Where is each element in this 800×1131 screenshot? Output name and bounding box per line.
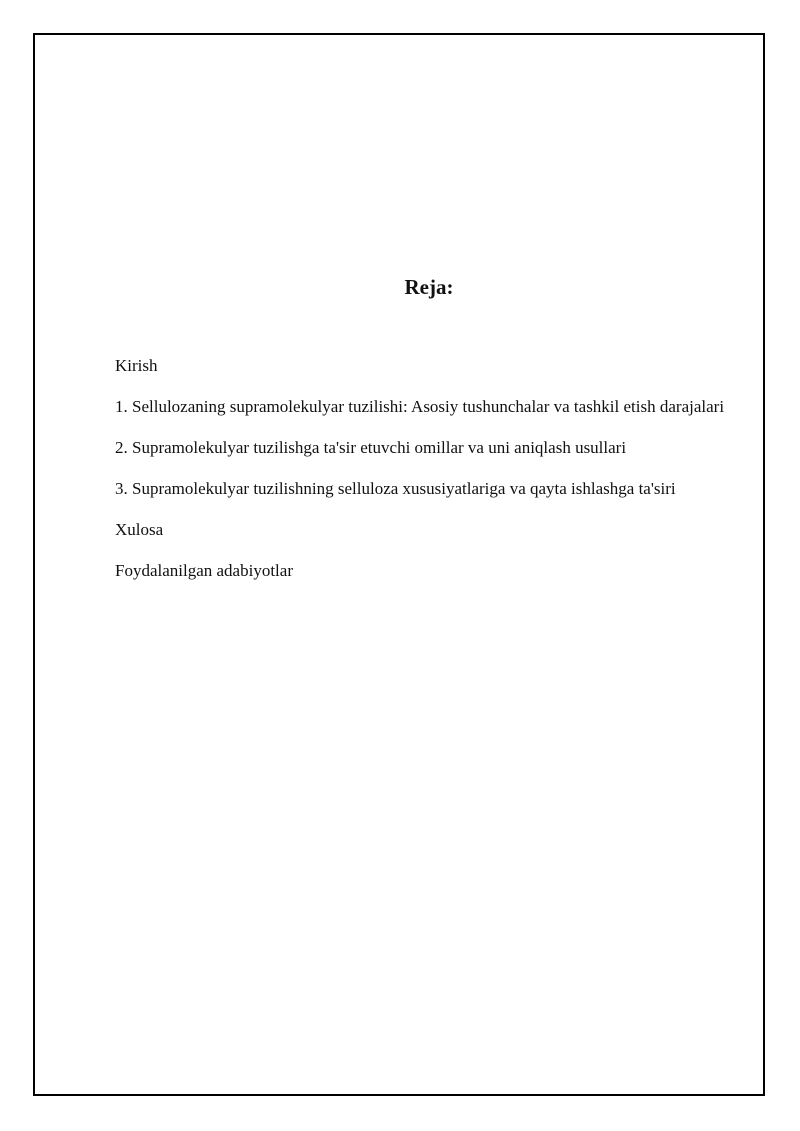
plan-title: Reja: [404, 275, 454, 299]
plan-item-conclusion: Xulosa [115, 520, 164, 539]
plan-item-references: Foydalanilgan adabiyotlar [115, 561, 293, 580]
plan-item-chapter-1: 1. Sellulozaning supramolekulyar tuzilishi: Asosiy tushunchalar va tashkil etish darajalari [115, 397, 725, 416]
plan-item-chapter-3: 3. Supramolekulyar tuzilishning selluloza xususiyatlariga va qayta ishlashga ta'siri [115, 479, 676, 498]
plan-list [115, 351, 745, 597]
plan-item-chapter-2: 2. Supramolekulyar tuzilishga ta'sir etuvchi omillar va uni aniqlash usullari [115, 438, 627, 457]
plan-item-introduction: Kirish [115, 356, 158, 375]
